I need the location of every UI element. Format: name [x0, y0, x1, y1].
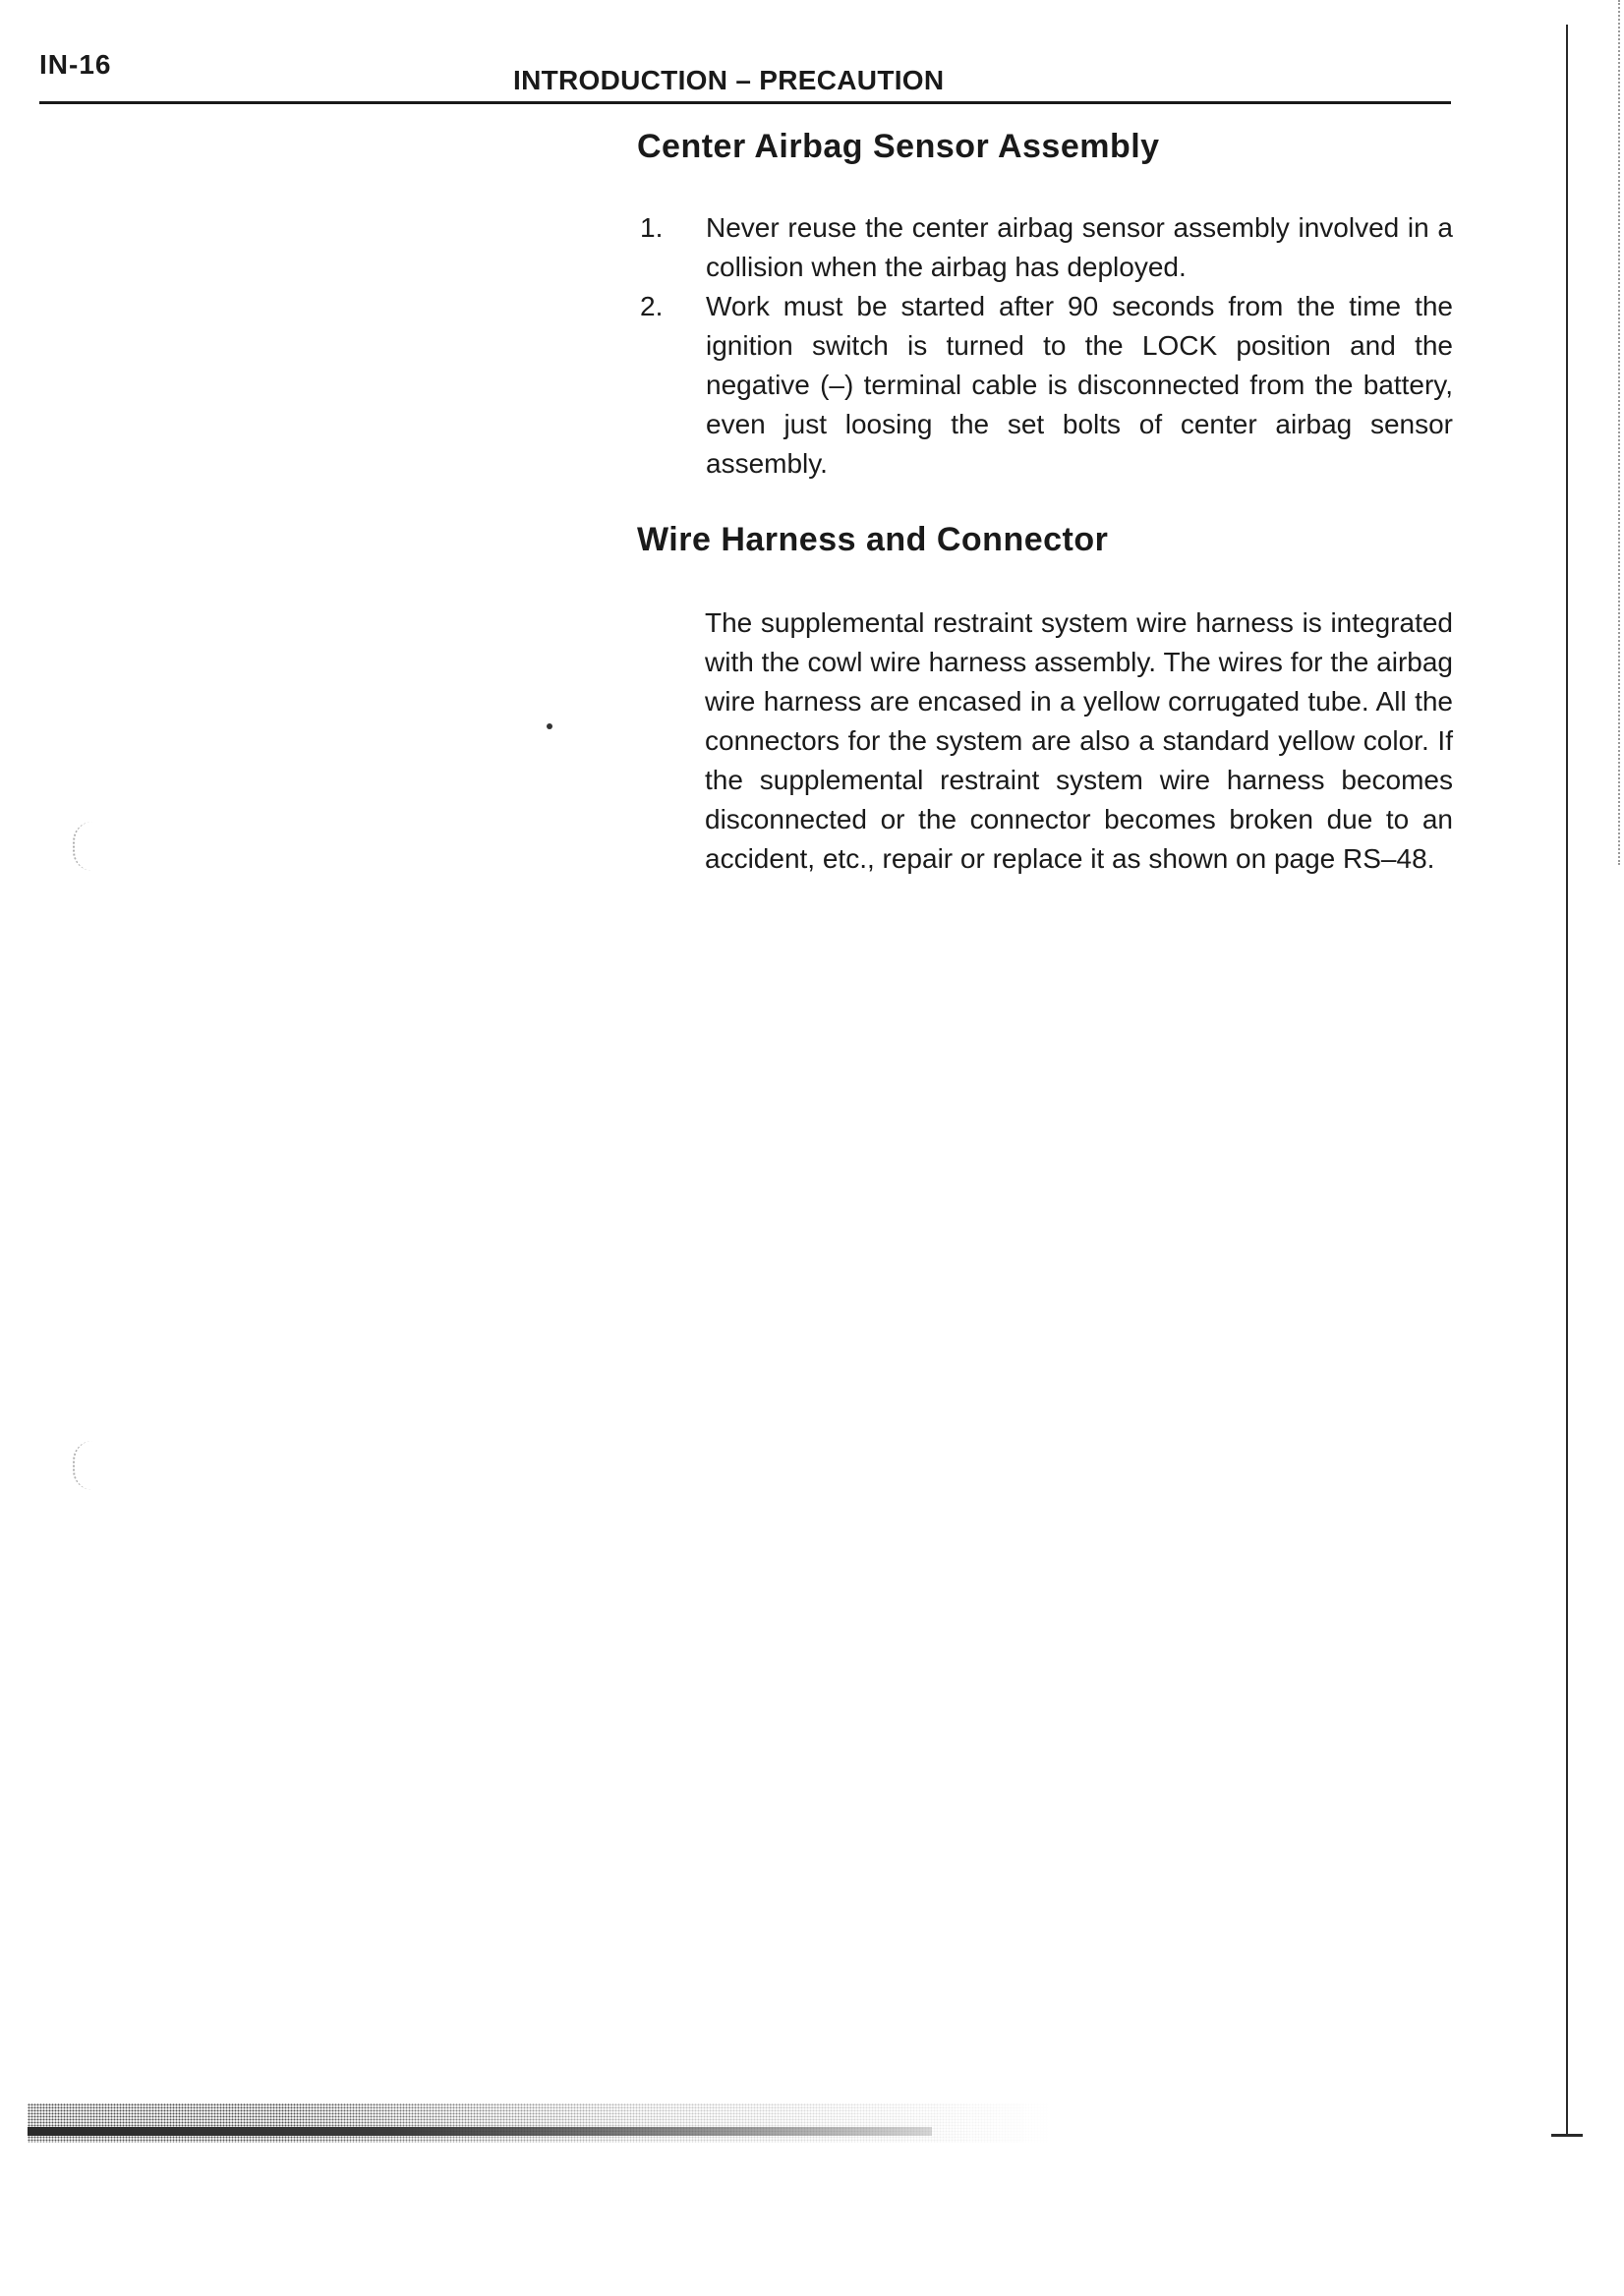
right-margin-rule-foot: [1551, 2134, 1583, 2137]
list-item-number: 2.: [640, 291, 664, 321]
wire-harness-paragraph: The supplemental restraint system wire harness is integrated with the cowl wire harness assembly. The wires for the airbag wire harness are encased in a yellow corrugated tube. All the connectors for the system are also a standard yellow color. If the supplemental restraint system wire harness becomes disconnected or the connector becomes broken due to an accident, etc., repair or replace it as shown on page RS–48.: [705, 607, 1453, 874]
binding-hole-mark: [73, 1441, 100, 1490]
scan-edge-dots: [1618, 0, 1620, 865]
list-item-number: 1.: [640, 212, 664, 243]
bottom-dark-band: [28, 2127, 932, 2136]
binding-hole-mark: [73, 822, 100, 871]
page-number: IN-16: [39, 49, 112, 80]
header-rule: [39, 101, 1451, 104]
list-item: [637, 287, 1453, 484]
list-item-text: Never reuse the center airbag sensor assembly involved in a collision when the airbag has deployed.: [706, 212, 1453, 282]
right-margin-rule: [1566, 25, 1568, 2136]
section-heading-center-airbag-sensor: Center Airbag Sensor Assembly: [637, 128, 1160, 165]
precaution-list: [637, 208, 1453, 484]
running-head: INTRODUCTION – PRECAUTION: [513, 65, 945, 95]
bottom-halftone-band: [28, 2103, 1050, 2143]
section-heading-wire-harness: Wire Harness and Connector: [637, 521, 1109, 558]
list-item: [637, 208, 1453, 287]
list-item-text: Work must be started after 90 seconds from the time the ignition switch is turned to the LOCK position and the negative (–) terminal cable is disconnected from the battery, even just loosing the set bolts of center airbag sensor assembly.: [706, 291, 1453, 479]
scan-speck: [547, 723, 552, 729]
